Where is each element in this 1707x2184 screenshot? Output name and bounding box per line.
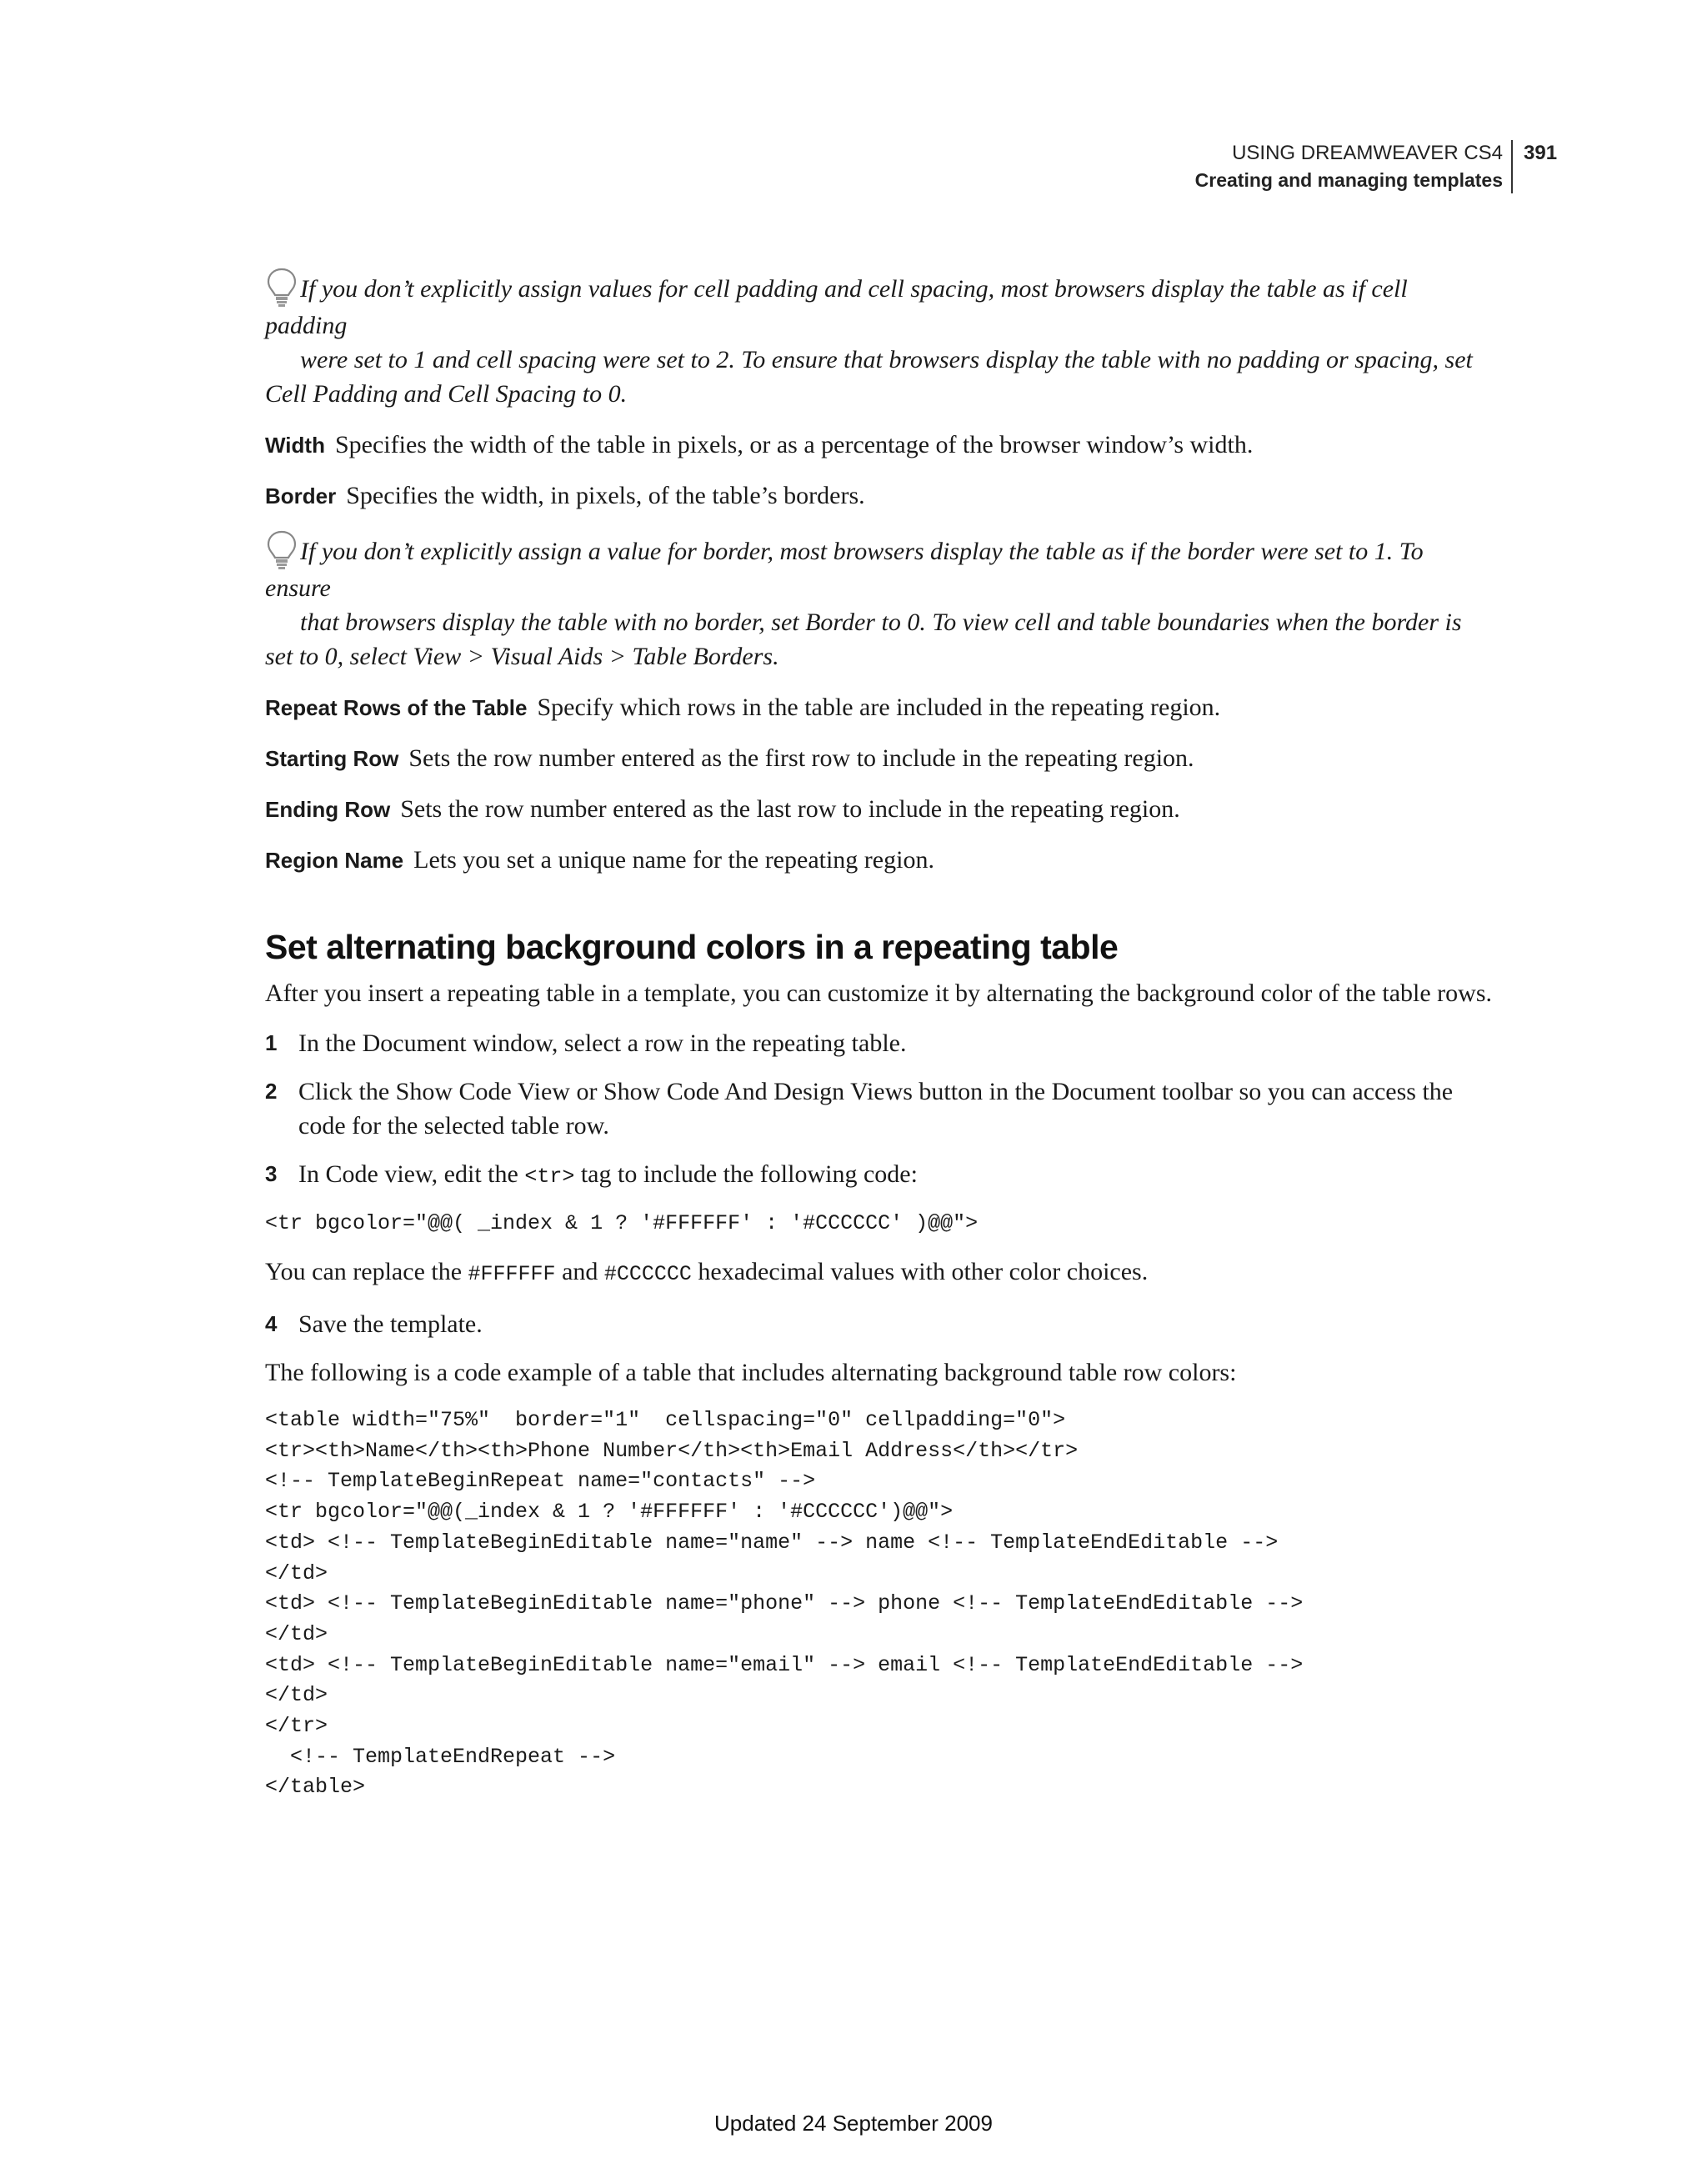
definition-text: Sets the row number entered as the first row to include in the repeating region. (408, 744, 1194, 772)
tip-line: that browsers display the table with no border, set Border to 0. To view cell and table boundaries when the border is (300, 609, 1462, 636)
code-line: <tr bgcolor="@@(_index & 1 ? '#FFFFFF' : '#CCCCCC')@@"> (265, 1500, 954, 1525)
definition-text: Specifies the width of the table in pixels, or as a percentage of the browser window’s width. (334, 431, 1254, 458)
example-intro: The following is a code example of a table that includes alternating background table row colors: (265, 1359, 1237, 1386)
step-number: 2 (265, 1079, 278, 1104)
inline-code: #CCCCCC (603, 1262, 692, 1286)
code-example (265, 1405, 1494, 1803)
running-header (1195, 140, 1513, 193)
code-line: <td> <!-- TemplateBeginEditable name="email" --> email <!-- TemplateEndEditable --> (265, 1652, 1304, 1677)
definition-region-name (265, 843, 1494, 878)
code-snippet: <tr bgcolor="@@( _index & 1 ? '#FFFFFF' : '#CCCCCC' )@@"> (265, 1211, 979, 1235)
code-line: <!-- TemplateEndRepeat --> (265, 1744, 616, 1769)
code-line: <!-- TemplateBeginRepeat name="contacts" --> (265, 1469, 816, 1494)
tip-line: If you don’t explicitly assign a value for border, most browsers display the table as if the border were set to 1. To ensure (265, 538, 1424, 602)
definition-text: Specify which rows in the table are included in the repeating region. (537, 694, 1221, 721)
step-text: In the Document window, select a row in the repeating table. (298, 1029, 907, 1057)
definition-text: Lets you set a unique name for the repeating region. (413, 846, 934, 874)
step-text-after: tag to include the following code: (574, 1160, 918, 1188)
step-2 (265, 1074, 1494, 1143)
code-line: <td> <!-- TemplateBeginEditable name="name" --> name <!-- TemplateEndEditable --> (265, 1530, 1279, 1555)
code-line: </tr> (265, 1714, 328, 1739)
page-number: 391 (1524, 142, 1558, 164)
page-content (265, 267, 1494, 1803)
step-4 (265, 1307, 1494, 1341)
definition-term: Repeat Rows of the Table (265, 695, 528, 720)
lightbulb-icon (265, 267, 298, 308)
definition-term: Width (265, 433, 325, 458)
code-line: <td> <!-- TemplateBeginEditable name="phone" --> phone <!-- TemplateEndEditable --> (265, 1591, 1304, 1616)
code-line: </td> (265, 1560, 328, 1585)
replace-middle: and (555, 1258, 604, 1285)
definition-term: Border (265, 483, 337, 508)
replace-before: You can replace the (265, 1258, 468, 1285)
code-line: <table width="75%" border="1" cellspacing="0" cellpadding="0"> (265, 1408, 1066, 1432)
tip-line: were set to 1 and cell spacing were set to 2. To ensure that browsers display the table with no padding or spacing, set (300, 346, 1473, 373)
code-line: </table> (265, 1775, 366, 1800)
inline-code: #FFFFFF (468, 1262, 556, 1286)
definition-ending-row (265, 792, 1494, 827)
tip-border (265, 529, 1494, 674)
chapter-title: Creating and managing templates (1194, 169, 1503, 191)
step-text-before: In Code view, edit the (298, 1160, 525, 1188)
code-line: <tr><th>Name</th><th>Phone Number</th><th>Email Address</th></tr> (265, 1438, 1079, 1463)
step-number: 4 (265, 1311, 278, 1336)
definition-text: Specifies the width, in pixels, of the table’s borders. (346, 482, 865, 509)
step-1 (265, 1026, 1494, 1060)
replace-note (265, 1255, 1494, 1291)
tip-line: set to 0, select View > Visual Aids > Table Borders. (265, 643, 779, 670)
definition-starting-row (265, 741, 1494, 776)
code-line: </td> (265, 1683, 328, 1708)
page-footer: Updated 24 September 2009 (714, 2111, 993, 2136)
definition-width (265, 428, 1494, 463)
replace-after: hexadecimal values with other color choices. (691, 1258, 1149, 1285)
tip-line: Cell Padding and Cell Spacing to 0. (265, 380, 628, 408)
tip-line: If you don’t explicitly assign values for cell padding and cell spacing, most browsers display the table as if cell padding (265, 275, 1408, 339)
code-line: </td> (265, 1621, 328, 1646)
book-title: USING DREAMWEAVER CS4 (1232, 142, 1503, 164)
definition-text: Sets the row number entered as the last row to include in the repeating region. (400, 795, 1180, 823)
step-3 (265, 1157, 1494, 1194)
lightbulb-icon (265, 529, 298, 571)
definition-term: Region Name (265, 848, 404, 873)
step-number: 3 (265, 1161, 278, 1186)
section-heading: Set alternating background colors in a repeating table (265, 928, 1119, 966)
definition-border (265, 478, 1494, 513)
section-intro: After you insert a repeating table in a template, you can customize it by alternating the background color of the table rows. (265, 979, 1492, 1007)
tip-cell-padding (265, 267, 1494, 411)
step-text: Click the Show Code View or Show Code And Design Views button in the Document toolbar so you can access the code for the selected table row. (298, 1078, 1454, 1140)
definition-term: Ending Row (265, 797, 391, 822)
step-number: 1 (265, 1030, 278, 1055)
inline-code: <tr> (524, 1165, 575, 1189)
step-text: Save the template. (298, 1310, 483, 1338)
definition-term: Starting Row (265, 746, 399, 771)
definition-repeat-rows (265, 690, 1494, 725)
